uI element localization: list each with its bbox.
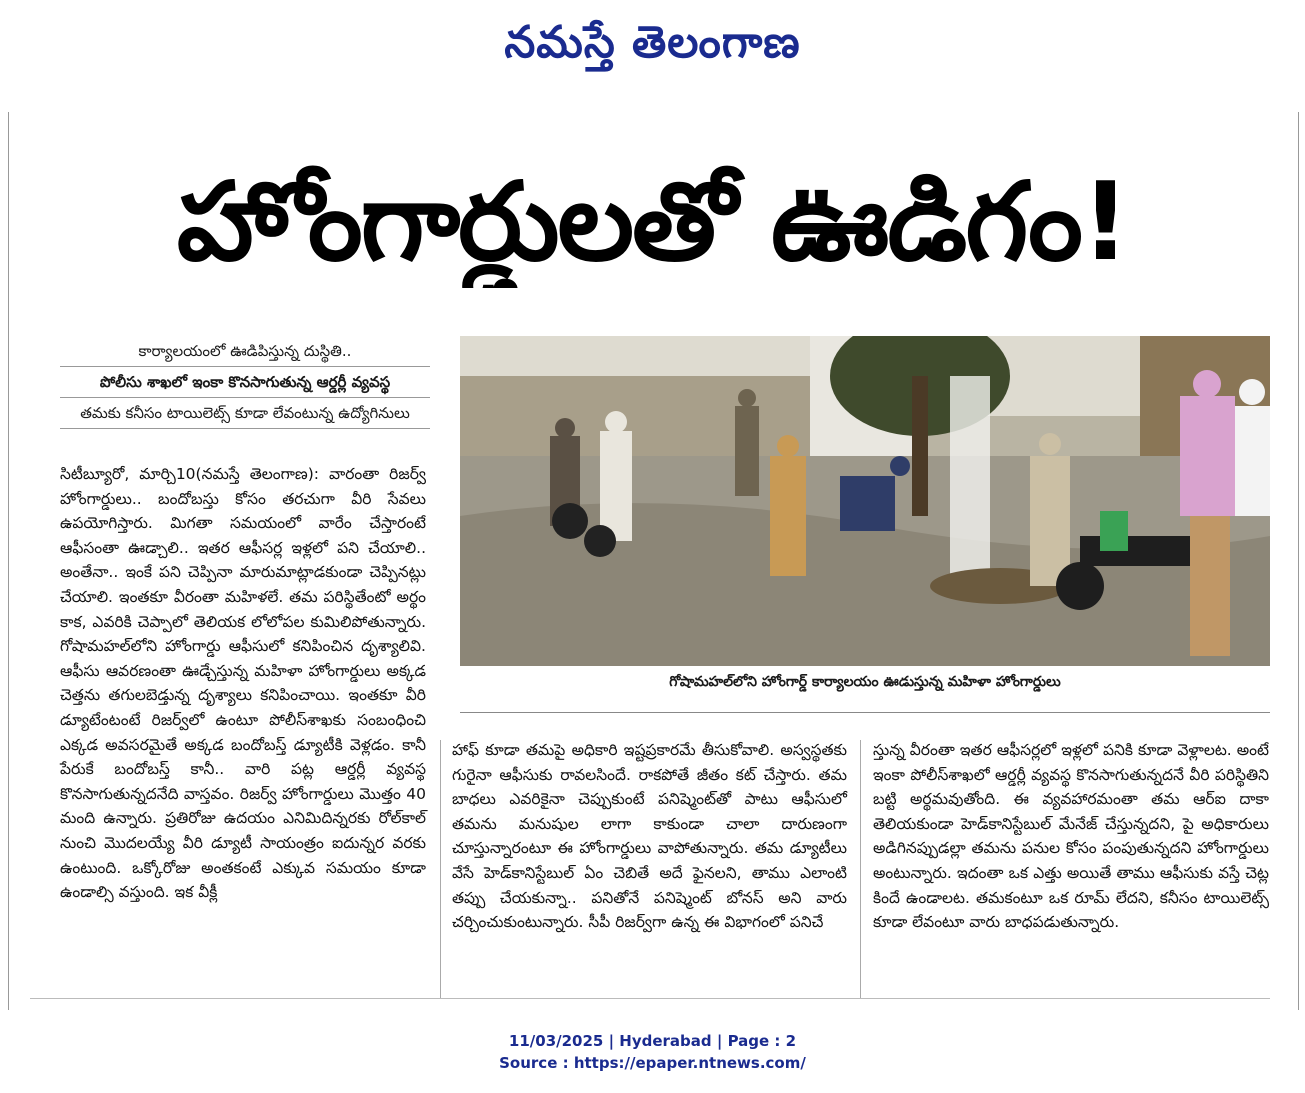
column-3-text: స్తున్న వీరంతా ఇతర ఆఫీసర్లలో ఇళ్లలో పనికి కూడా వెళ్లాలట. అంటే ఇంకా పోలీస్‌శాఖలో ఆర్డర్లీ వ్యవస్థ కొనసాగుతున్నదనే వీరి పరిస్థితిని బట్టి అర్థమవుతోంది. ఈ వ్యవహారమంతా తమ ఆర్ఐ దాకా తెలియకుండా హెడ్‌కానిస్టేబుల్ మేనేజ్ చేస్తున్నదని, పై అధికారులు అడిగినప్పుడల్లా తమను పనుల కోసం పంపుతున్నదని హోంగార్డులు అంటున్నారు. ఇదంతా ఒక ఎత్తు అయితే తాము ఆఫీసుకు వస్తే చెట్ల కిందే ఉండాలట. తమకంటూ ఒక రూమ్ లేదని, కనీసం టాయిలెట్స్ కూడా లేవంటూ వారు బాధపడుతున్నారు.: [873, 741, 1269, 932]
article-column-3: [873, 738, 1269, 935]
caption-divider: [460, 712, 1270, 713]
column-2-text: హాఫ్ కూడా తమపై అధికారి ఇష్టప్రకారమే తీసుకోవాలి. అస్వస్థతకు గురైనా ఆఫీసుకు రావలసిందే. రాకపోతే జీతం కట్ చేస్తారు. తమ బాధలు ఎవరికైనా చెప్పుకుంటే పనిష్మెంట్‌తో పాటు ఆఫీసులో తమను మనుషుల లాగా కాకుండా చాలా దారుణంగా చూస్తున్నారంటూ ఈ హోంగార్డులు వాపోతున్నారు. తమ డ్యూటీలు వేసే హెడ్‌కానిస్టేబుల్ ఏం చెబితే అదే ఫైనలని, తాము ఎలాంటి తప్పు చేయకున్నా.. పనితోనే పనిష్మెంట్ బోనస్ అని వారు చర్చించుకుంటున్నారు. సీపీ రిజర్వ్‌గా ఉన్న ఈ విభాగంలో పనిచే: [452, 741, 847, 932]
bottom-divider: [30, 998, 1270, 999]
article-headline: హోంగార్డులతో ఊడిగం!: [176, 160, 1129, 285]
article-column-1: [60, 462, 426, 905]
photo-illustration: [460, 336, 1270, 666]
article-subheads: [60, 336, 430, 429]
subhead-2: పోలీసు శాఖలో ఇంకా కొనసాగుతున్న ఆర్డర్లీ వ్యవస్థ: [60, 367, 430, 398]
footer-source-line: Source : https://epaper.ntnews.com/: [499, 1054, 806, 1072]
subhead-3: తమకు కనీసం టాయిలెట్స్ కూడా లేవంటున్న ఉద్యోగినులు: [60, 398, 430, 429]
newspaper-masthead: [0, 8, 1305, 78]
column-divider-1: [440, 740, 441, 998]
column-divider-2: [860, 740, 861, 998]
photo-caption: గోషామహల్‌లోని హోంగార్డ్ కార్యాలయం ఊడుస్తున్న మహిళా హోంగార్డులు: [669, 674, 1061, 690]
masthead-title: నమస్తే తెలంగాణ: [504, 17, 801, 68]
footer-date-line: 11/03/2025 | Hyderabad | Page : 2: [508, 1032, 797, 1050]
article-column-2: [452, 738, 847, 935]
column-1-text: సిటీబ్యూరో, మార్చి10(నమస్తే తెలంగాణ): వారంతా రిజర్వ్ హోంగార్డులు.. బందోబస్తు కోసం తరచుగా వీరి సేవలు ఉపయోగిస్తారు. మిగతా సమయంలో వారేం చేస్తారంటే ఆఫీసంతా ఊడ్చాలి.. ఇతర ఆఫీసర్ల ఇళ్లలో పని చేయాలి.. అంతేనా.. ఇంకే పని చెప్పినా మారుమాట్లాడకుండా చెప్పినట్లు చేయాలి. ఇంతకూ వీరంతా మహిళలే. తమ పరిస్థితేంటో అర్థం కాక, ఎవరికి చెప్పాలో తెలియక లోలోపల కుమిలిపోతున్నారు. గోషామహల్‌లోని హోంగార్డు ఆఫీసులో కనిపించిన దృశ్యాలివి. ఆఫీసు ఆవరణంతా ఊడ్చేస్తున్న మహిళా హోంగార్డులు అక్కడ చెత్తను తగులబెడ్తున్న దృశ్యాలు కనిపించాయి. ఇంతకూ వీరి డ్యూటేంటంటే రిజర్వ్‌లో ఉంటూ పోలీస్‌శాఖకు సంబంధించి ఎక్కడ అవసరమైతే అక్కడ బందోబస్త్ డ్యూటీకి వెళ్లడం. కానీ పేరుకే బందోబస్త్ కానీ.. వారి పట్ల ఆర్డర్లీ వ్యవస్థ కొనసాగుతున్నదనేది వాస్తవం. రిజర్వ్ హోంగార్డులు మొత్తం 40 మంది ఉన్నారు. ప్రతిరోజు ఉదయం ఎనిమిదిన్నరకు రోల్‌కాల్ నుంచి మొదలయ్యే వీరి డ్యూటీ సాయంత్రం ఐదున్నర వరకు ఉంటుంది. ఒక్కోరోజు అంతకంటే ఎక్కువ సమయం కూడా ఉండాల్సి వస్తుంది. ఇక వీక్లీ: [60, 465, 426, 902]
subhead-1: కార్యాలయంలో ఊడిపిస్తున్న దుస్థితి..: [60, 336, 430, 367]
article-photo: [460, 336, 1270, 666]
page-footer: [0, 1030, 1305, 1074]
